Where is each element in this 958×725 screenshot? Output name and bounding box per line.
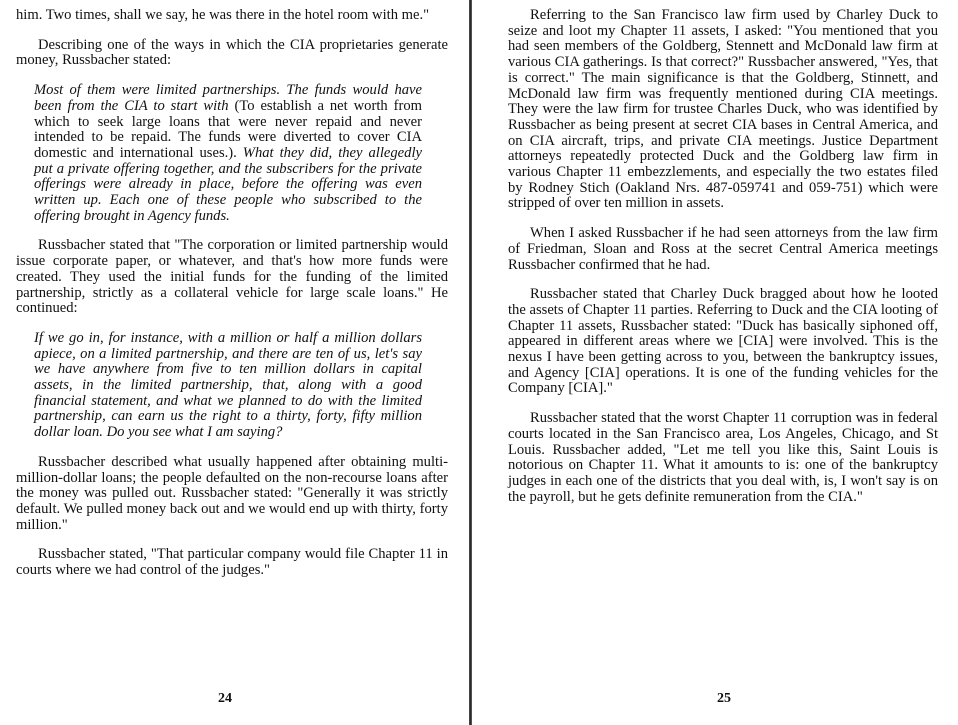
paragraph: Describing one of the ways in which the CIA proprietaries generate money, Russbacher stated: — [16, 36, 448, 69]
right-page-body — [508, 8, 938, 505]
page-number: 25 — [717, 691, 731, 706]
block-quote — [16, 331, 448, 441]
paragraph: Referring to the San Francisco law firm used by Charley Duck to seize and loot my Chapter 11 assets, I asked: "You mentioned that you had seen members of the Goldberg, Stennett and McDonald law firm at various CIA gatherings. Is that correct?" Russbacher answered, "Yes, that is correct." The main significance is that the Goldberg, Stinnett, and McDonald law firm was frequently mentioned during CIA meetings. They were the law firm for trustee Charles Duck, who was identified by Russbacher as being present at secret CIA bases in Central America, and on CIA aircraft, trips, and private CIA meetings. Justice Department attorneys repeatedly protected Duck and the Goldberg law firm in various Chapter 11 embezzlements, and especially the two estates filed by Rodney Stich (Oakland Nrs. 487-059741 and 059-751) which were stripped of over ten million in assets. — [508, 7, 938, 212]
paragraph: When I asked Russbacher if he had seen attorneys from the law firm of Friedman, Sloan and Ross at the secret Central America meetings Russbacher confirmed that he had. — [508, 225, 938, 273]
quote-italic: Most of them were limited partnerships. The funds would have been from the CIA to start with — [34, 82, 422, 114]
quote-aside: (To establish a net worth from which to seek large loans that were never repaid and never intended to be repaid. The funds were diverted to cover CIA domestic and international uses.). — [34, 97, 422, 161]
quote-italic: If we go in, for instance, with a million or half a million dollars apiece, on a limited partnership, and there are ten of us, let's say we have anywhere from five to ten million dollars in capital assets, in the limited partnership, that, along with a good financial statement, and what we planned to do with the limited partnership, can earn us the right to a thirty, forty, fifty million dollar loan. Do you see what I am saying? — [34, 329, 422, 441]
book-gutter — [469, 0, 472, 725]
quote-italic: What they did, they allegedly put a private offering together, and the subscribers for the private offerings were already in place, before the offering was even written up. Each one of these people who subscribed to the offering brought in Agency funds. — [34, 144, 422, 224]
page-number: 24 — [218, 691, 232, 706]
block-quote — [16, 83, 448, 224]
paragraph: Russbacher stated that the worst Chapter 11 corruption was in federal courts located in the San Francisco area, Los Angeles, Chicago, and St Louis. Russbacher added, "Let me tell you like this, Saint Louis is notorious on Chapter 11. What it amounts to is: one of the bankruptcy judges in each one of the districts that you deal with, is, I won't say is on the payroll, but he gets definite remuneration from the CIA." — [508, 410, 938, 505]
left-page-body — [16, 8, 448, 579]
paragraph: Russbacher stated, "That particular company would file Chapter 11 in courts where we had control of the judges." — [16, 546, 448, 579]
paragraph: him. Two times, shall we say, he was there in the hotel room with me." — [16, 7, 430, 23]
paragraph: Russbacher stated that Charley Duck bragged about how he looted the assets of Chapter 11 parties. Referring to Duck and the CIA looting of Chapter 11 assets, Russbacher stated: "Duck has basically siphoned off, appeared in different areas where we [CIA] were involved. This is the nexus I have been getting across to you, between the bankruptcy issues, and Agency [CIA] operations. It is one of the funding vehicles for the Company [CIA]." — [508, 286, 938, 397]
right-page — [474, 0, 958, 725]
paragraph: Russbacher stated that "The corporation or limited partnership would issue corporate paper, or whatever, and that's how more funds were created. They used the initial funds for the funding of the limited partnership, strictly as a collateral vehicle for large scale loans." He continued: — [16, 237, 448, 317]
paragraph: Russbacher described what usually happened after obtaining multi-million-dollar loans; the people defaulted on the non-recourse loans after the money was pulled out. Russbacher stated: "Generally it was strictly default. We pulled money back out and we would end up with thirty, forty million." — [16, 453, 448, 533]
left-page — [0, 0, 470, 725]
